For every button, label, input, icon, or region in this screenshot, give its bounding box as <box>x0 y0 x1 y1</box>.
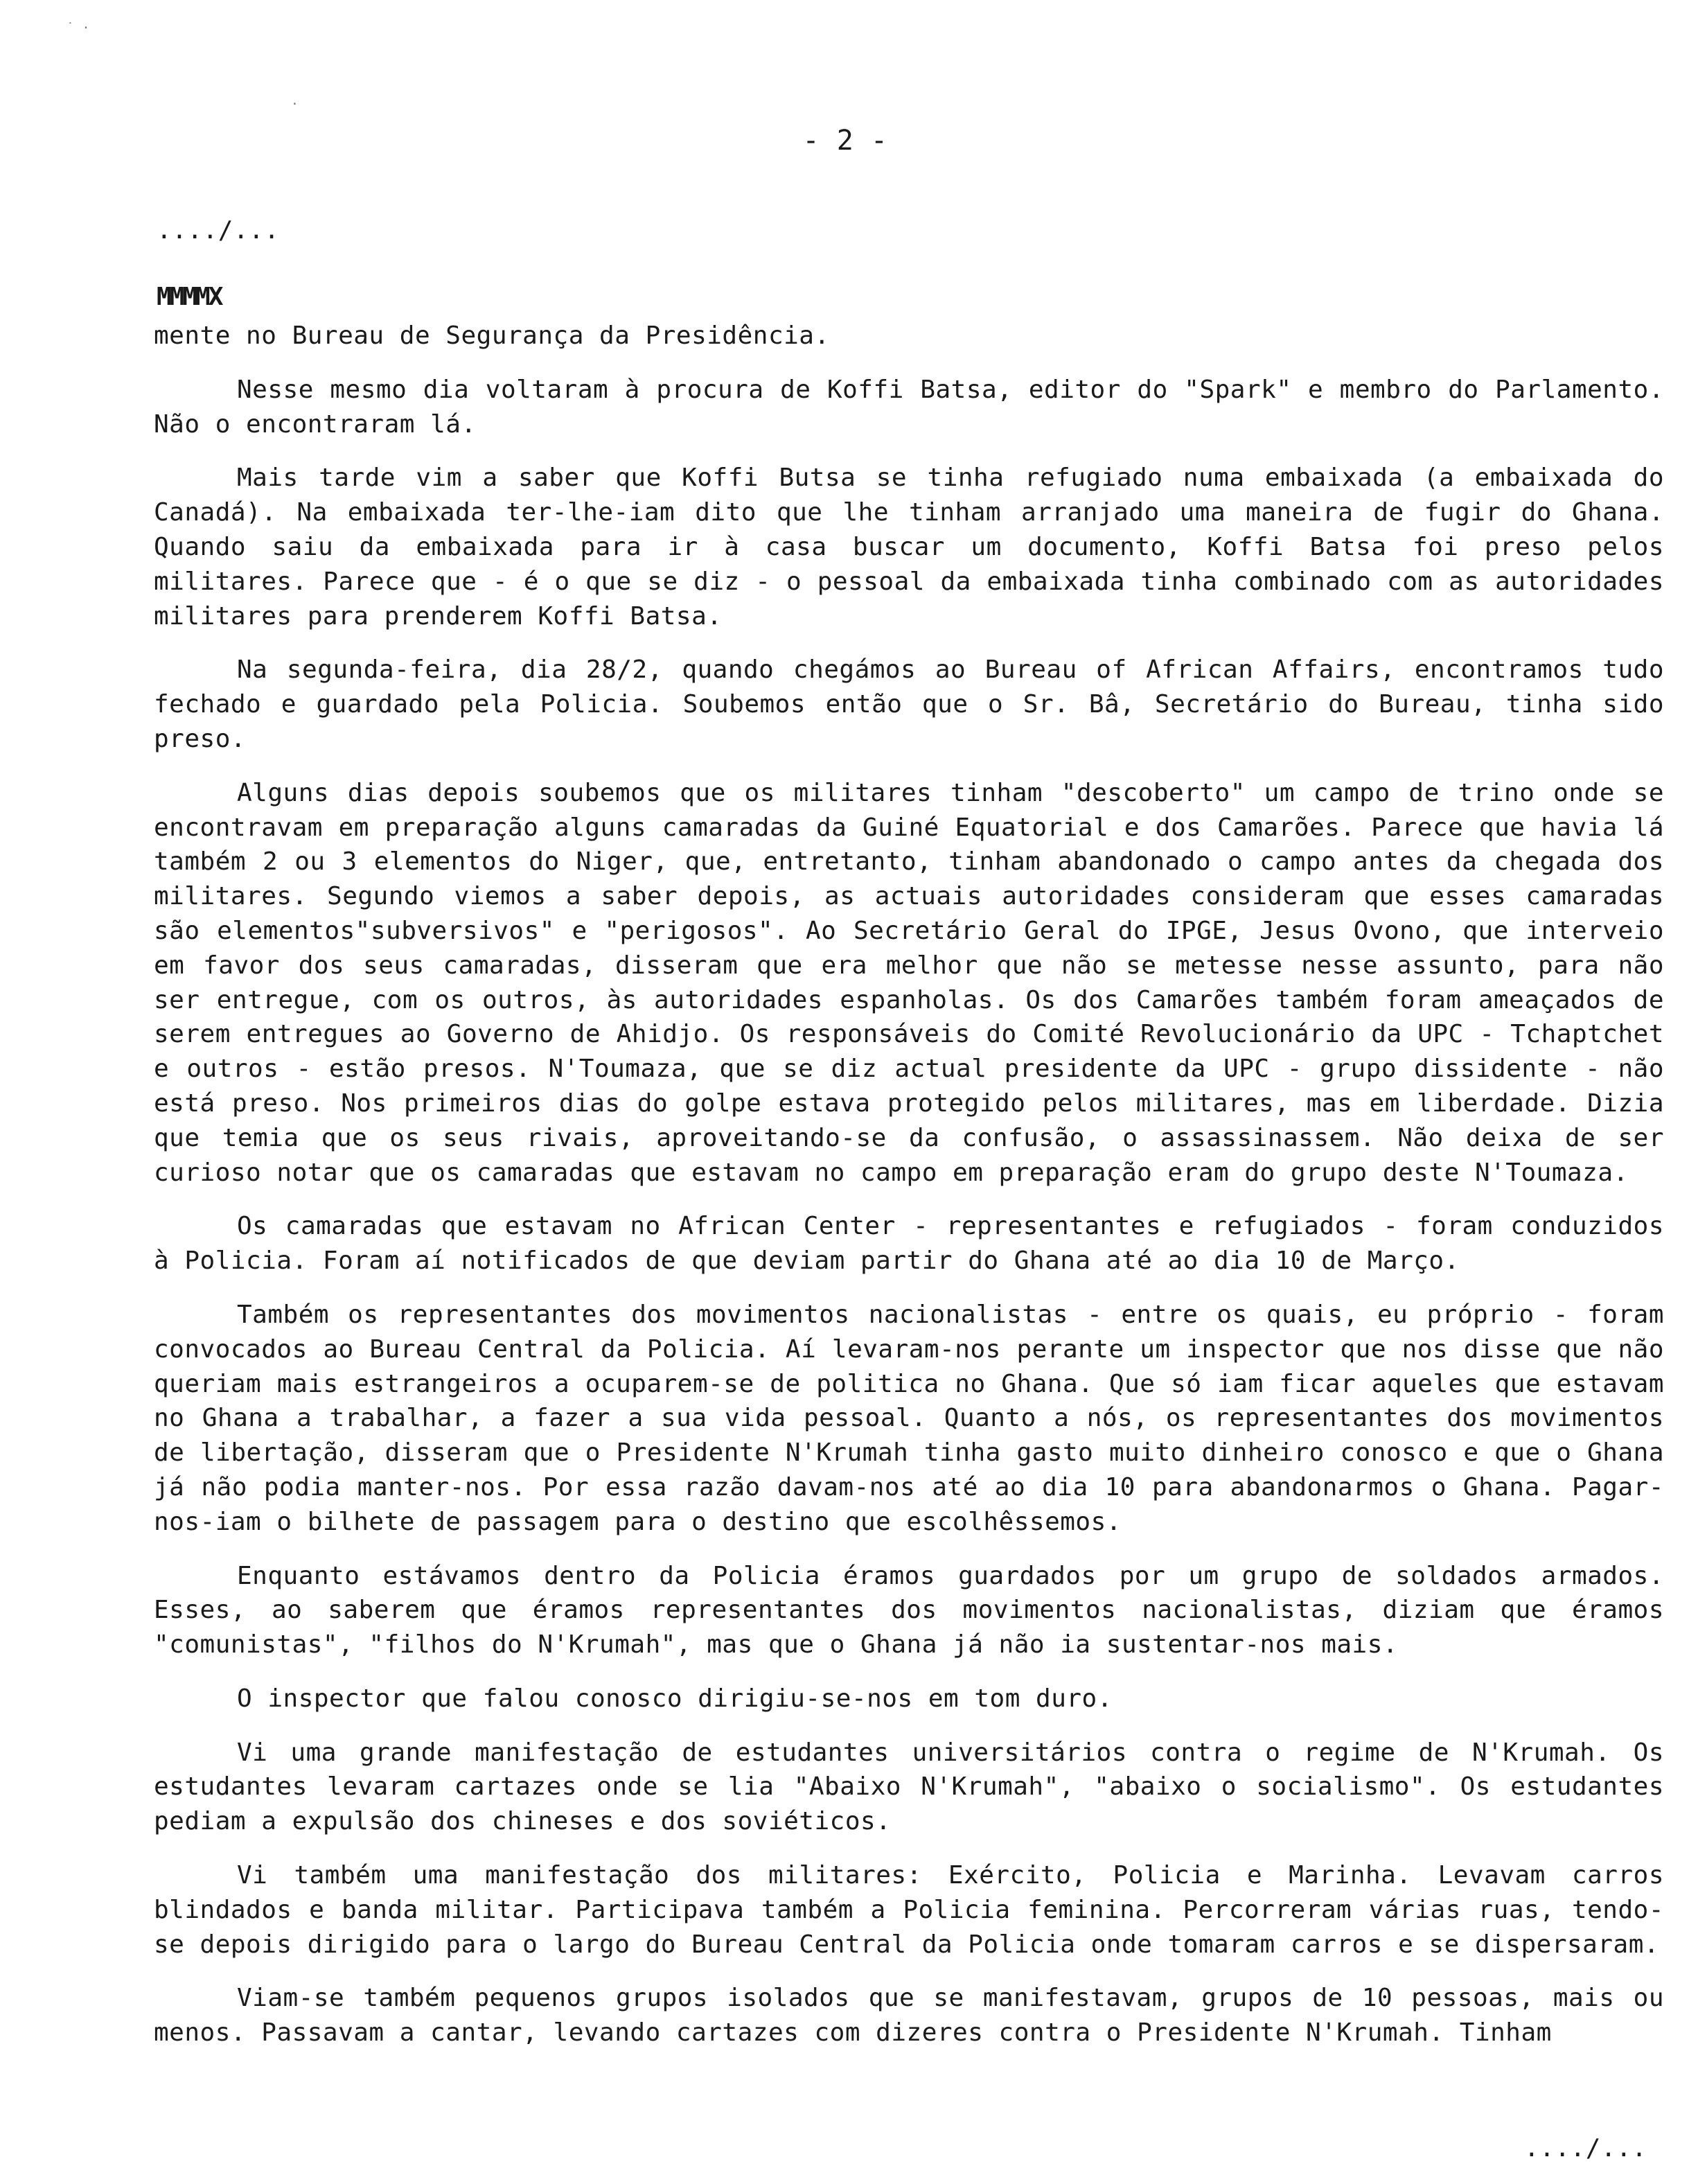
paragraph: Alguns dias depois soubemos que os militares tinham "descoberto" um campo de trino onde se encontravam em preparação alguns camaradas da Guiné Equatorial e dos Camarões. Parece que havia lá também 2 ou 3 elementos do Niger, que, entretanto, tinham abandonado o campo antes da chegada dos militares. Segundo viemos a saber depois, as actuais autoridades consideram que esses camaradas são elementos"subversivos" e "perigosos". Ao Secretário Geral do IPGE, Jesus Ovono, que interveio em favor dos seus camaradas, disseram que era melhor que não se metesse nesse assunto, para não ser entregue, com os outros, às autoridades espanholas. Os dos Camarões também foram ameaçados de serem entregues ao Governo de Ahidjo. Os responsáveis do Comité Revolucionário da UPC - Tchaptchet e outros - estão presos. N'Toumaza, que se diz actual presidente da UPC - grupo dissidente - não está preso. Nos primeiros dias do golpe estava protegido pelos militares, mas em liberdade. Dizia que temia que os seus rivais, aproveitando-se da confusão, o assassinassem. Não deixa de ser curioso notar que os camaradas que estavam no campo em preparação eram do grupo deste N'Toumaza. <box>154 778 1664 1187</box>
paragraph: Viam-se também pequenos grupos isolados que se manifestavam, grupos de 10 pessoas, mais ou menos. Passavam a cantar, levando cartazes com dizeres contra o Presidente N'Krumah. Tinham <box>154 1984 1664 2048</box>
paragraph: Os camaradas que estavam no African Center - representantes e refugiados - foram conduzidos à Policia. Foram aí notificados de que deviam partir do Ghana até ao dia 10 de Março. <box>154 1212 1664 1276</box>
paragraph: Vi também uma manifestação dos militares: Exército, Policia e Marinha. Levavam carros blindados e banda militar. Participava também a Policia feminina. Percorreram várias ruas, tendo-se depois dirigido para o largo do Bureau Central da Policia onde tomaram carros e se dispersaram. <box>154 1861 1664 1959</box>
paragraph: mente no Bureau de Segurança da Presidência. <box>154 322 830 350</box>
scan-speck: ˙ · <box>67 21 91 35</box>
continuation-marker-top: ..../... <box>157 216 280 245</box>
paragraph: O inspector que falou conosco dirigiu-se-nos em tom duro. <box>237 1684 1113 1713</box>
paragraph: Enquanto estávamos dentro da Policia éramos guardados por um grupo de soldados armados. Esses, ao saberem que éramos representantes dos movimentos nacionalistas, diziam que éramos "comunistas", "filhos do N'Krumah", mas que o Ghana já não ia sustentar-nos mais. <box>154 1561 1664 1659</box>
page-number: - 2 - <box>802 125 888 157</box>
paragraph: Mais tarde vim a saber que Koffi Butsa se tinha refugiado numa embaixada (a embaixada do Canadá). Na embaixada ter-lhe-iam dito que lhe tinham arranjado uma maneira de fugir do Ghana. Quando saiu da embaixada para ir à casa buscar um documento, Koffi Batsa foi preso pelos militares. Parece que - é o que se diz - o pessoal da embaixada tinha combinado com as autoridades militares para prenderem Koffi Batsa. <box>154 464 1664 631</box>
document-body <box>154 319 1664 2050</box>
scan-speck: · <box>291 97 299 112</box>
paragraph: Nesse mesmo dia voltaram à procura de Koffi Batsa, editor do "Spark" e membro do Parlamento. Não o encontraram lá. <box>154 375 1664 439</box>
struck-out-word: MMMMX <box>157 283 222 311</box>
continuation-marker-bottom: ..../... <box>1524 2134 1647 2163</box>
paragraph: Na segunda-feira, dia 28/2, quando chegámos ao Bureau of African Affairs, encontramos tudo fechado e guardado pela Policia. Soubemos então que o Sr. Bâ, Secretário do Bureau, tinha sido preso. <box>154 655 1664 753</box>
paragraph: Também os representantes dos movimentos nacionalistas - entre os quais, eu próprio - foram convocados ao Bureau Central da Policia. Aí levaram-nos perante um inspector que nos disse que não queriam mais estrangeiros a ocuparem-se de politica no Ghana. Que só iam ficar aqueles que estavam no Ghana a trabalhar, a fazer a sua vida pessoal. Quanto a nós, os representantes dos movimentos de libertação, disseram que o Presidente N'Krumah tinha gasto muito dinheiro conosco e que o Ghana já não podia manter-nos. Por essa razão davam-nos até ao dia 10 para abandonarmos o Ghana. Pagar-nos-iam o bilhete de passagem para o destino que escolhêssemos. <box>154 1300 1664 1536</box>
paragraph: Vi uma grande manifestação de estudantes universitários contra o regime de N'Krumah. Os estudantes levaram cartazes onde se lia "Abaixo N'Krumah", "abaixo o socialismo". Os estudantes pediam a expulsão dos chineses e dos soviéticos. <box>154 1738 1664 1836</box>
